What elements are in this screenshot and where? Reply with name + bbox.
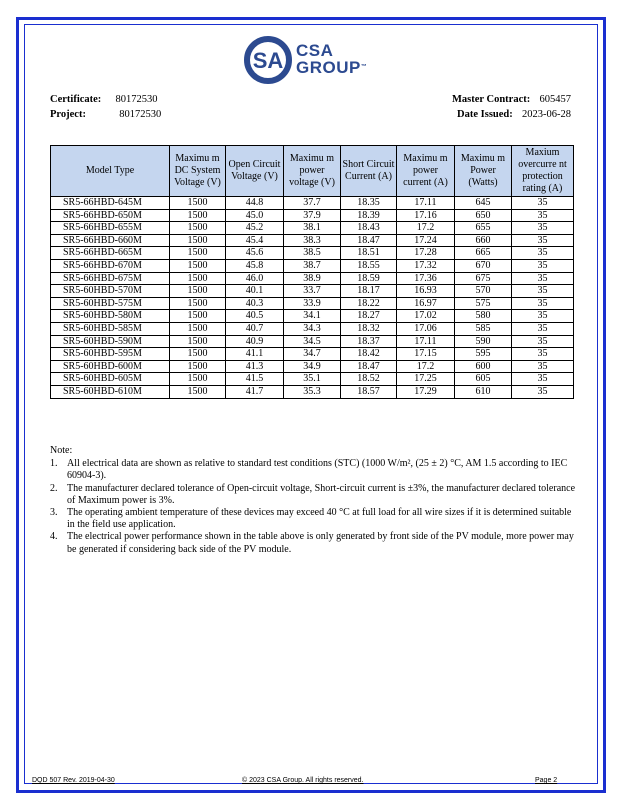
master-contract-row [452, 93, 571, 107]
value-cell: 1500 [170, 373, 226, 386]
value-cell: 35 [512, 297, 574, 310]
value-cell: 1500 [170, 222, 226, 235]
value-cell: 1500 [170, 285, 226, 298]
value-cell: 575 [455, 297, 512, 310]
model-type-cell: SR5-60HBD-570M [51, 285, 170, 298]
model-type-cell: SR5-60HBD-600M [51, 360, 170, 373]
model-type-cell: SR5-60HBD-575M [51, 297, 170, 310]
value-cell: 41.5 [226, 373, 284, 386]
notes-title: Note: [50, 445, 73, 456]
table-row [51, 234, 574, 247]
certificate-value: 80172530 [115, 94, 158, 105]
project-value: 80172530 [119, 109, 162, 120]
value-cell: 35 [512, 222, 574, 235]
model-type-cell: SR5-60HBD-605M [51, 373, 170, 386]
value-cell: 610 [455, 385, 512, 398]
value-cell: 40.7 [226, 322, 284, 335]
value-cell: 18.35 [341, 197, 397, 210]
logo-line-2-text: GROUP [296, 58, 361, 77]
value-cell: 1500 [170, 360, 226, 373]
value-cell: 18.59 [341, 272, 397, 285]
column-header: Model Type [51, 146, 170, 197]
logo-line-1: CSA [296, 41, 334, 60]
value-cell: 18.42 [341, 348, 397, 361]
value-cell: 18.52 [341, 373, 397, 386]
note-text: The electrical power performance shown in the table above is only generated by front side of the PV module, more power may be generated if considering back side of the PV module. [67, 531, 574, 555]
date-issued-value: 2023-06-28 [522, 109, 571, 120]
logo-text [296, 42, 367, 76]
csa-logo-mark-icon [243, 35, 293, 85]
model-type-cell: SR5-60HBD-610M [51, 385, 170, 398]
value-cell: 585 [455, 322, 512, 335]
model-type-cell: SR5-66HBD-655M [51, 222, 170, 235]
table-row [51, 348, 574, 361]
value-cell: 670 [455, 259, 512, 272]
note-item [50, 531, 580, 555]
value-cell: 1500 [170, 385, 226, 398]
value-cell: 40.5 [226, 310, 284, 323]
logo-line-2 [296, 59, 367, 76]
note-item [50, 483, 580, 507]
value-cell: 35 [512, 310, 574, 323]
value-cell: 35 [512, 385, 574, 398]
value-cell: 18.47 [341, 360, 397, 373]
table-body [51, 197, 574, 399]
table-header-row [51, 146, 574, 197]
table-row [51, 197, 574, 210]
value-cell: 35.1 [284, 373, 341, 386]
value-cell: 37.7 [284, 197, 341, 210]
value-cell: 46.0 [226, 272, 284, 285]
value-cell: 34.9 [284, 360, 341, 373]
value-cell: 1500 [170, 247, 226, 260]
value-cell: 35 [512, 259, 574, 272]
value-cell: 44.8 [226, 197, 284, 210]
value-cell: 35 [512, 373, 574, 386]
value-cell: 17.29 [397, 385, 455, 398]
value-cell: 18.22 [341, 297, 397, 310]
value-cell: 17.11 [397, 335, 455, 348]
value-cell: 18.17 [341, 285, 397, 298]
value-cell: 17.25 [397, 373, 455, 386]
value-cell: 17.36 [397, 272, 455, 285]
value-cell: 17.11 [397, 197, 455, 210]
page-border-inner [24, 24, 598, 784]
date-issued-row [457, 108, 571, 122]
table-row [51, 297, 574, 310]
value-cell: 1500 [170, 197, 226, 210]
value-cell: 16.93 [397, 285, 455, 298]
column-header: Maximu m DC System Voltage (V) [170, 146, 226, 197]
value-cell: 33.7 [284, 285, 341, 298]
value-cell: 1500 [170, 348, 226, 361]
value-cell: 675 [455, 272, 512, 285]
value-cell: 41.1 [226, 348, 284, 361]
value-cell: 17.2 [397, 222, 455, 235]
csa-group-logo [243, 35, 383, 87]
table-row [51, 272, 574, 285]
value-cell: 35 [512, 209, 574, 222]
value-cell: 35 [512, 272, 574, 285]
value-cell: 45.6 [226, 247, 284, 260]
value-cell: 17.06 [397, 322, 455, 335]
certificate-row [50, 93, 158, 107]
value-cell: 1500 [170, 272, 226, 285]
value-cell: 35 [512, 197, 574, 210]
value-cell: 45.8 [226, 259, 284, 272]
value-cell: 665 [455, 247, 512, 260]
value-cell: 35.3 [284, 385, 341, 398]
value-cell: 17.2 [397, 360, 455, 373]
trademark-symbol: ™ [360, 64, 367, 70]
value-cell: 590 [455, 335, 512, 348]
date-issued-label: Date Issued: [457, 109, 513, 120]
note-number: 4. [50, 531, 58, 543]
value-cell: 1500 [170, 335, 226, 348]
value-cell: 650 [455, 209, 512, 222]
value-cell: 33.9 [284, 297, 341, 310]
note-item [50, 458, 580, 482]
value-cell: 37.9 [284, 209, 341, 222]
model-type-cell: SR5-60HBD-595M [51, 348, 170, 361]
value-cell: 38.3 [284, 234, 341, 247]
value-cell: 35 [512, 335, 574, 348]
value-cell: 34.1 [284, 310, 341, 323]
value-cell: 18.55 [341, 259, 397, 272]
model-type-cell: SR5-66HBD-660M [51, 234, 170, 247]
value-cell: 580 [455, 310, 512, 323]
value-cell: 18.37 [341, 335, 397, 348]
value-cell: 40.9 [226, 335, 284, 348]
footer-doc-revision: DQD 507 Rev. 2019-04-30 [32, 777, 115, 784]
value-cell: 18.57 [341, 385, 397, 398]
value-cell: 1500 [170, 259, 226, 272]
note-text: The manufacturer declared tolerance of Open-circuit voltage, Short-circuit current is ±3%, the manufacturer declared tolerance of Maximum power is 3%. [67, 482, 576, 506]
value-cell: 16.97 [397, 297, 455, 310]
value-cell: 18.47 [341, 234, 397, 247]
value-cell: 45.0 [226, 209, 284, 222]
column-header: Maximu m Power (Watts) [455, 146, 512, 197]
table-row [51, 222, 574, 235]
value-cell: 17.32 [397, 259, 455, 272]
note-item [50, 507, 580, 531]
value-cell: 35 [512, 247, 574, 260]
value-cell: 18.39 [341, 209, 397, 222]
value-cell: 38.5 [284, 247, 341, 260]
model-type-cell: SR5-66HBD-670M [51, 259, 170, 272]
model-type-cell: SR5-66HBD-665M [51, 247, 170, 260]
table-row [51, 259, 574, 272]
model-type-cell: SR5-60HBD-580M [51, 310, 170, 323]
note-number: 3. [50, 507, 58, 519]
column-header: Short Circuit Current (A) [341, 146, 397, 197]
table-row [51, 335, 574, 348]
value-cell: 40.1 [226, 285, 284, 298]
electrical-ratings-table [50, 145, 574, 399]
value-cell: 38.7 [284, 259, 341, 272]
value-cell: 45.4 [226, 234, 284, 247]
table-row [51, 310, 574, 323]
master-contract-label: Master Contract: [452, 94, 531, 105]
model-type-cell: SR5-60HBD-585M [51, 322, 170, 335]
model-type-cell: SR5-66HBD-645M [51, 197, 170, 210]
table-row [51, 385, 574, 398]
table-row [51, 360, 574, 373]
footer-page-number: Page 2 [535, 777, 558, 784]
table-row [51, 373, 574, 386]
value-cell: 34.7 [284, 348, 341, 361]
value-cell: 645 [455, 197, 512, 210]
value-cell: 34.5 [284, 335, 341, 348]
note-text: The operating ambient temperature of these devices may exceed 40 °C at full load for all wire sizes if it is determined suitable in the field use application. [67, 507, 572, 531]
value-cell: 34.3 [284, 322, 341, 335]
value-cell: 35 [512, 234, 574, 247]
column-header: Maximu m power current (A) [397, 146, 455, 197]
table-row [51, 285, 574, 298]
master-contract-value: 605457 [539, 94, 571, 105]
note-text: All electrical data are shown as relative to standard test conditions (STC) (1000 W/m², (25 ± 2) °C, AM 1.5 according to IEC 60904-3). [67, 458, 568, 482]
value-cell: 595 [455, 348, 512, 361]
value-cell: 570 [455, 285, 512, 298]
value-cell: 35 [512, 285, 574, 298]
value-cell: 18.32 [341, 322, 397, 335]
column-header: Maximu m power voltage (V) [284, 146, 341, 197]
value-cell: 18.51 [341, 247, 397, 260]
value-cell: 35 [512, 360, 574, 373]
value-cell: 17.16 [397, 209, 455, 222]
project-label: Project: [50, 109, 86, 120]
note-number: 2. [50, 482, 58, 494]
value-cell: 655 [455, 222, 512, 235]
value-cell: 605 [455, 373, 512, 386]
value-cell: 17.28 [397, 247, 455, 260]
value-cell: 600 [455, 360, 512, 373]
value-cell: 38.9 [284, 272, 341, 285]
value-cell: 1500 [170, 297, 226, 310]
notes-section [50, 445, 580, 556]
logo-mark-letters: SA [252, 48, 284, 73]
table-row [51, 209, 574, 222]
value-cell: 1500 [170, 234, 226, 247]
value-cell: 18.43 [341, 222, 397, 235]
footer-copyright: © 2023 CSA Group. All rights reserved. [242, 777, 364, 784]
value-cell: 17.24 [397, 234, 455, 247]
certificate-label: Certificate: [50, 94, 102, 105]
project-row [50, 108, 161, 122]
table-row [51, 322, 574, 335]
model-type-cell: SR5-60HBD-590M [51, 335, 170, 348]
value-cell: 45.2 [226, 222, 284, 235]
value-cell: 35 [512, 322, 574, 335]
column-header: Maxium overcurre nt protection rating (A) [512, 146, 574, 197]
value-cell: 1500 [170, 209, 226, 222]
value-cell: 1500 [170, 322, 226, 335]
value-cell: 40.3 [226, 297, 284, 310]
value-cell: 35 [512, 348, 574, 361]
value-cell: 17.02 [397, 310, 455, 323]
value-cell: 41.3 [226, 360, 284, 373]
column-header: Open Circuit Voltage (V) [226, 146, 284, 197]
value-cell: 17.15 [397, 348, 455, 361]
model-type-cell: SR5-66HBD-675M [51, 272, 170, 285]
value-cell: 1500 [170, 310, 226, 323]
model-type-cell: SR5-66HBD-650M [51, 209, 170, 222]
value-cell: 660 [455, 234, 512, 247]
value-cell: 38.1 [284, 222, 341, 235]
notes-list [50, 458, 580, 556]
table-row [51, 247, 574, 260]
value-cell: 18.27 [341, 310, 397, 323]
note-number: 1. [50, 458, 58, 470]
value-cell: 41.7 [226, 385, 284, 398]
